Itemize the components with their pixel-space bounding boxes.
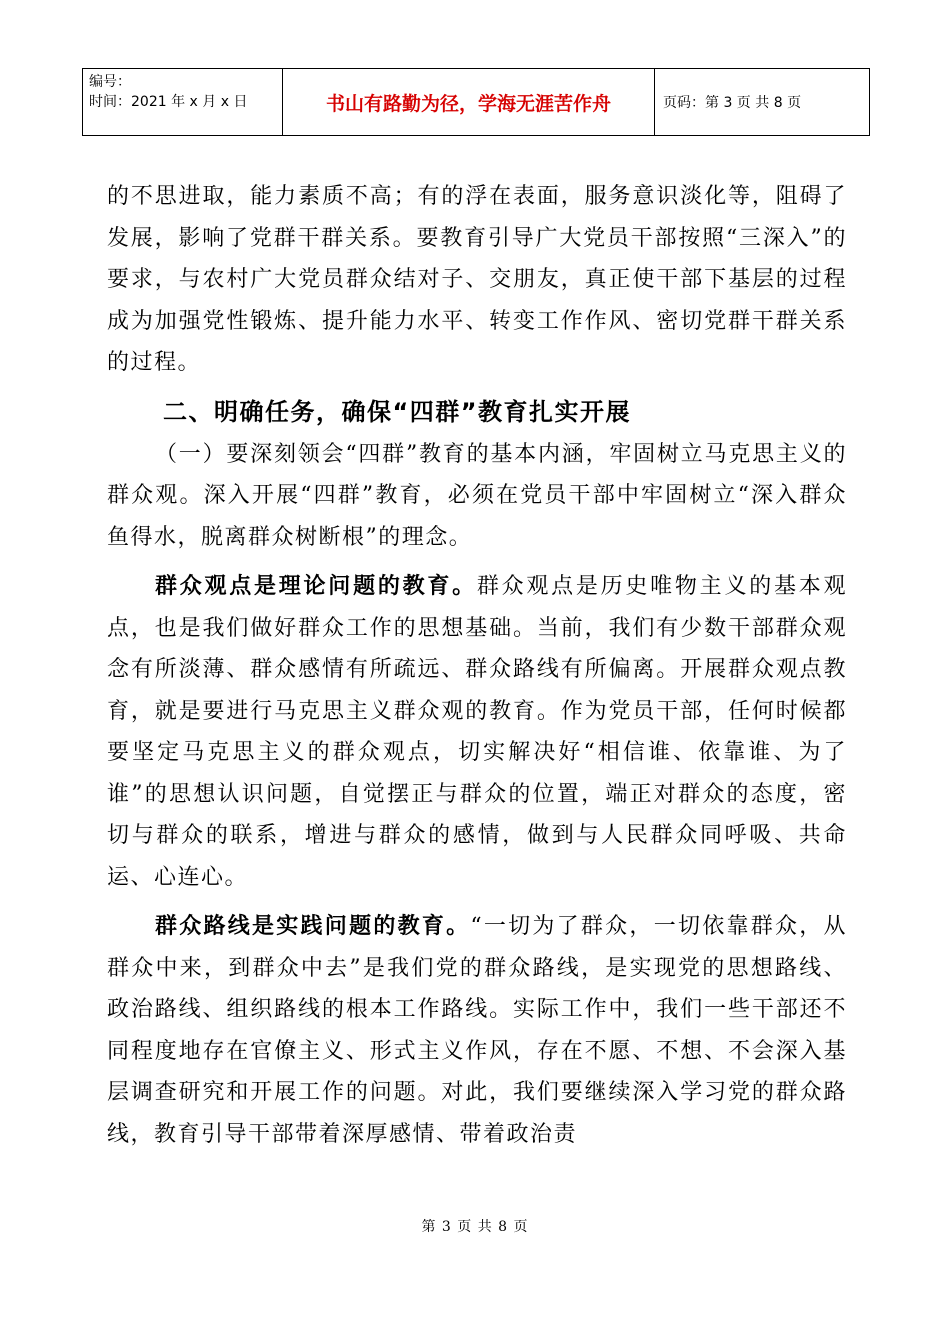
header-meta-cell bbox=[83, 69, 283, 135]
document-body bbox=[107, 176, 847, 1155]
paragraph-4-text: “一切为了群众，一切依靠群众，从群众中来，到群众中去”是我们党的群众路线，是实现党的思想路线、政治路线、组织路线的根本工作路线。实际工作中，我们一些干部还不同程度地存在官僚主义、形式主义作风，存在不愿、不想、不会深入基层调查研究和开展工作的问题。对此，我们要继续深入学习党的群众路线，教育引导干部带着深厚感情、带着政治责 bbox=[107, 914, 847, 1147]
paragraph-1: 的不思进取，能力素质不高；有的浮在表面，服务意识淡化等，阻碍了发展，影响了党群干群关系。要教育引导广大党员干部按照“三深入”的要求，与农村广大党员群众结对子、交朋友，真正使干部下基层的过程成为加强党性锻炼、提升能力水平、转变工作作风、密切党群干群关系的过程。 bbox=[107, 184, 847, 375]
page-footer: 第 3 页 共 8 页 bbox=[421, 1219, 529, 1235]
document-header-table bbox=[82, 68, 870, 136]
paragraph-3-lead: 群众观点是理论问题的教育。 bbox=[155, 574, 477, 599]
paragraph-4 bbox=[107, 906, 847, 1155]
paragraph-3-text: 群众观点是历史唯物主义的基本观点，也是我们做好群众工作的思想基础。当前，我们有少数干部群众观念有所淡薄、群众感情有所疏远、群众路线有所偏离。开展群众观点教育，就是要进行马克思主义群众观的教育。作为党员干部，任何时候都要坚定马克思主义的群众观点，切实解决好“相信谁、依靠谁、为了谁”的思想认识问题，自觉摆正与群众的位置，端正对群众的态度，密切与群众的联系，增进与群众的感情，做到与人民群众同呼吸、共命运、心连心。 bbox=[107, 574, 847, 890]
number-label: 编号： bbox=[89, 74, 131, 90]
paragraph-2: （一）要深刻领会“四群”教育的基本内涵，牢固树立马克思主义的群众观。深入开展“四群”教育，必须在党员干部中牢固树立“深入群众鱼得水，脱离群众树断根”的理念。 bbox=[107, 441, 847, 550]
header-page-code: 页码：第 3 页 共 8 页 bbox=[663, 95, 802, 111]
paragraph-3 bbox=[107, 566, 847, 898]
paragraph-4-lead: 群众路线是实践问题的教育。 bbox=[155, 914, 471, 939]
time-label: 时间：2021 年 x 月 x 日 bbox=[89, 94, 248, 110]
section-heading-2: 二、明确任务，确保“四群”教育扎实开展 bbox=[163, 397, 632, 426]
header-motto: 书山有路勤为径，学海无涯苦作舟 bbox=[283, 69, 655, 135]
